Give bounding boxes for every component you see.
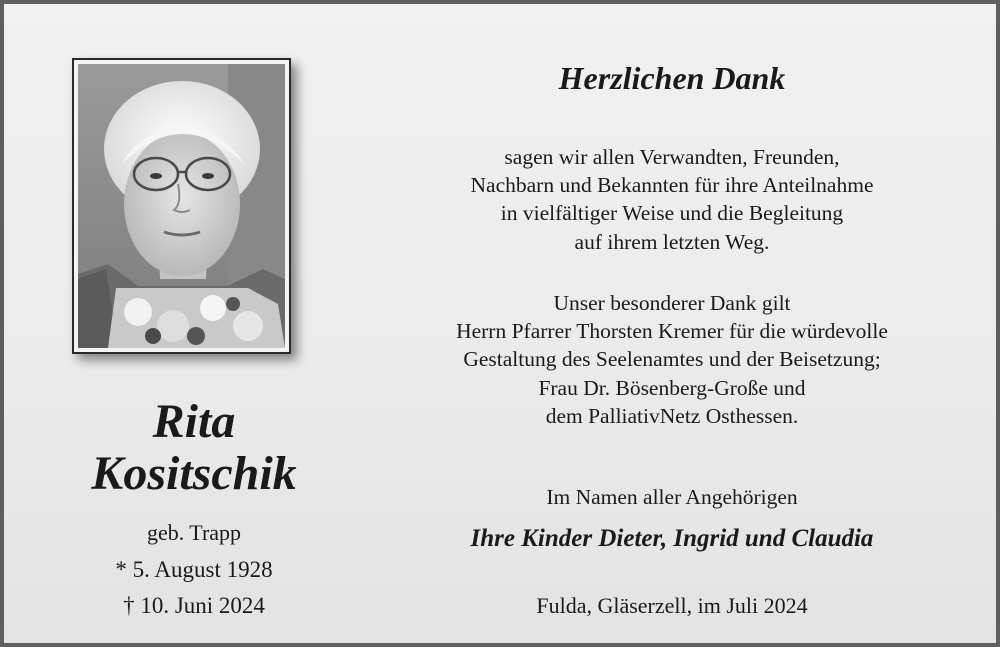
birth-date: * 5. August 1928 xyxy=(115,557,273,582)
text-line: Gestaltung des Seelenamtes und der Beisetzung; xyxy=(463,347,881,372)
portrait-frame xyxy=(72,58,291,354)
text-line: dem PalliativNetz Osthessen. xyxy=(545,403,799,428)
deceased-last-name: Kositschik xyxy=(91,447,297,500)
text-line: Frau Dr. Bösenberg-Große und xyxy=(538,375,806,400)
text-line: sagen wir allen Verwandten, Freunden, xyxy=(504,145,840,169)
special-thanks-paragraph xyxy=(354,289,990,430)
portrait-photo xyxy=(78,64,285,348)
thanks-paragraph xyxy=(354,143,990,256)
place-date: Fulda, Gläserzell, im Juli 2024 xyxy=(536,593,808,618)
text-line: auf ihrem letzten Weg. xyxy=(574,229,770,254)
death-date: † 10. Juni 2024 xyxy=(123,593,265,618)
maiden-name: geb. Trapp xyxy=(146,520,242,545)
text-line: Nachbarn und Bekannten für ihre Anteilnahme xyxy=(470,173,874,198)
text-line: Herrn Pfarrer Thorsten Kremer für die würdevolle xyxy=(456,319,888,344)
text-line: Unser besonderer Dank gilt xyxy=(553,291,791,315)
notice-heading: Herzlichen Dank xyxy=(558,60,786,96)
text-line: in vielfältiger Weise und die Begleitung xyxy=(500,201,844,226)
family-intro: Im Namen aller Angehörigen xyxy=(546,485,798,509)
family-signature: Ihre Kinder Dieter, Ingrid und Claudia xyxy=(470,525,874,552)
deceased-first-name: Rita xyxy=(152,395,236,448)
obituary-card xyxy=(4,4,996,643)
